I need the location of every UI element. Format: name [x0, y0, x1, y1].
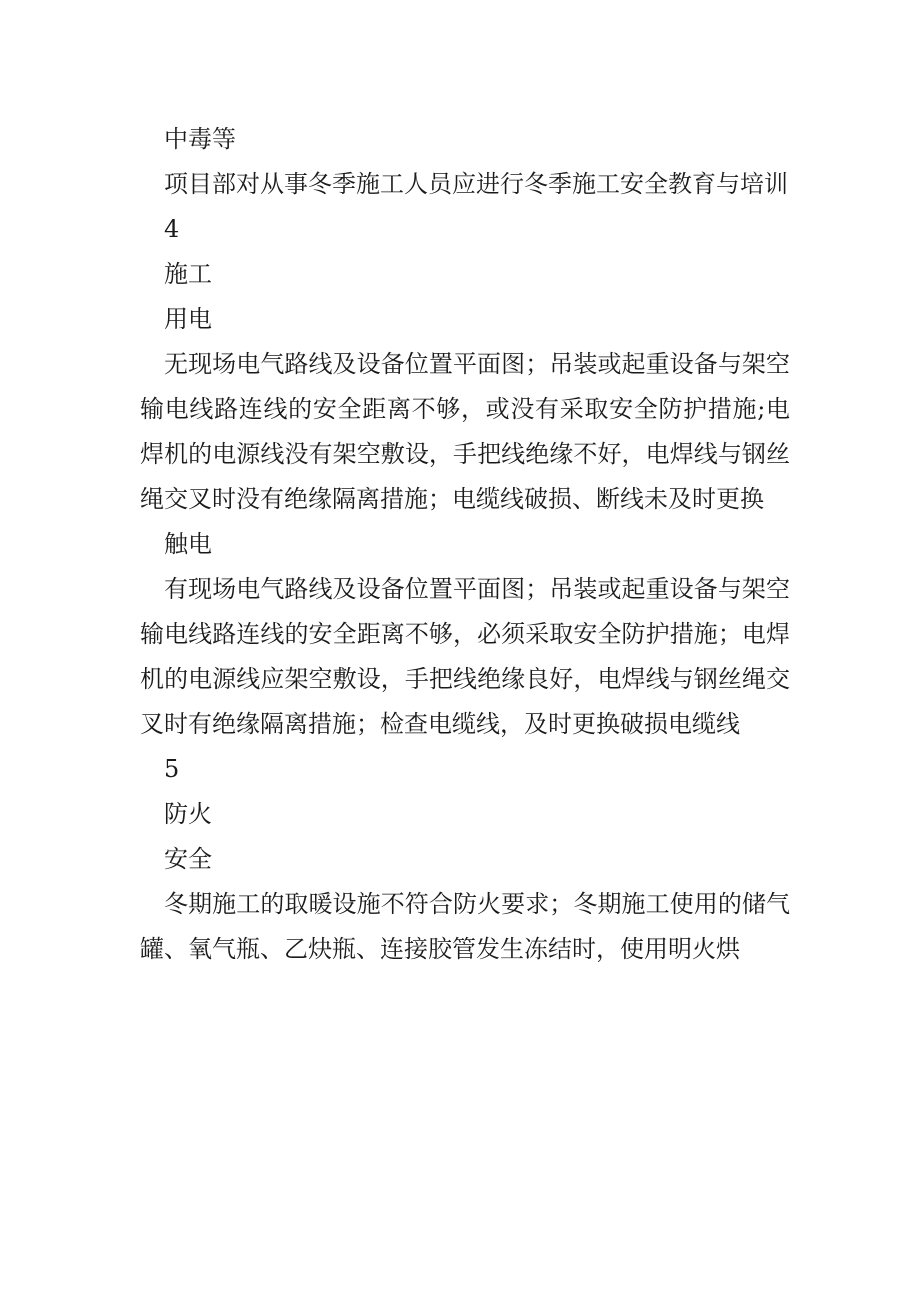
document-body	[140, 117, 790, 972]
paragraph-safety: 安全	[164, 845, 212, 873]
paragraph-fire-prevention: 防火	[164, 800, 212, 828]
item-number-4: 4	[164, 215, 180, 243]
paragraph-hazard-description: 无现场电气路线及设备位置平面图；吊装或起重设备与架空输电线路连线的安全距离不够，或没有采取安全防护措施;电焊机的电源线没有架空敷设，手把线绝缘不好，电焊线与钢丝绳交叉时没有绝缘隔离措施；电缆线破损、断线未及时更换	[140, 350, 790, 513]
item-number-5: 5	[164, 755, 180, 783]
paragraph-heating-hazard: 冬期施工的取暖设施不符合防火要求；冬期施工使用的储气罐、氧气瓶、乙炔瓶、连接胶管发生冻结时，使用明火烘	[140, 890, 790, 963]
paragraph-construction: 施工	[164, 260, 212, 288]
paragraph-electric-shock: 触电	[164, 530, 212, 558]
paragraph-control-measures: 有现场电气路线及设备位置平面图；吊装或起重设备与架空输电线路连线的安全距离不够，必须采取安全防护措施；电焊机的电源线应架空敷设，手把线绝缘良好，电焊线与钢丝绳交叉时有绝缘隔离措施；检查电缆线，及时更换破损电缆线	[140, 575, 790, 738]
paragraph-electricity-use: 用电	[164, 305, 212, 333]
paragraph-winter-training: 项目部对从事冬季施工人员应进行冬季施工安全教育与培训	[164, 170, 788, 198]
paragraph-poisoning-etc: 中毒等	[164, 125, 236, 153]
